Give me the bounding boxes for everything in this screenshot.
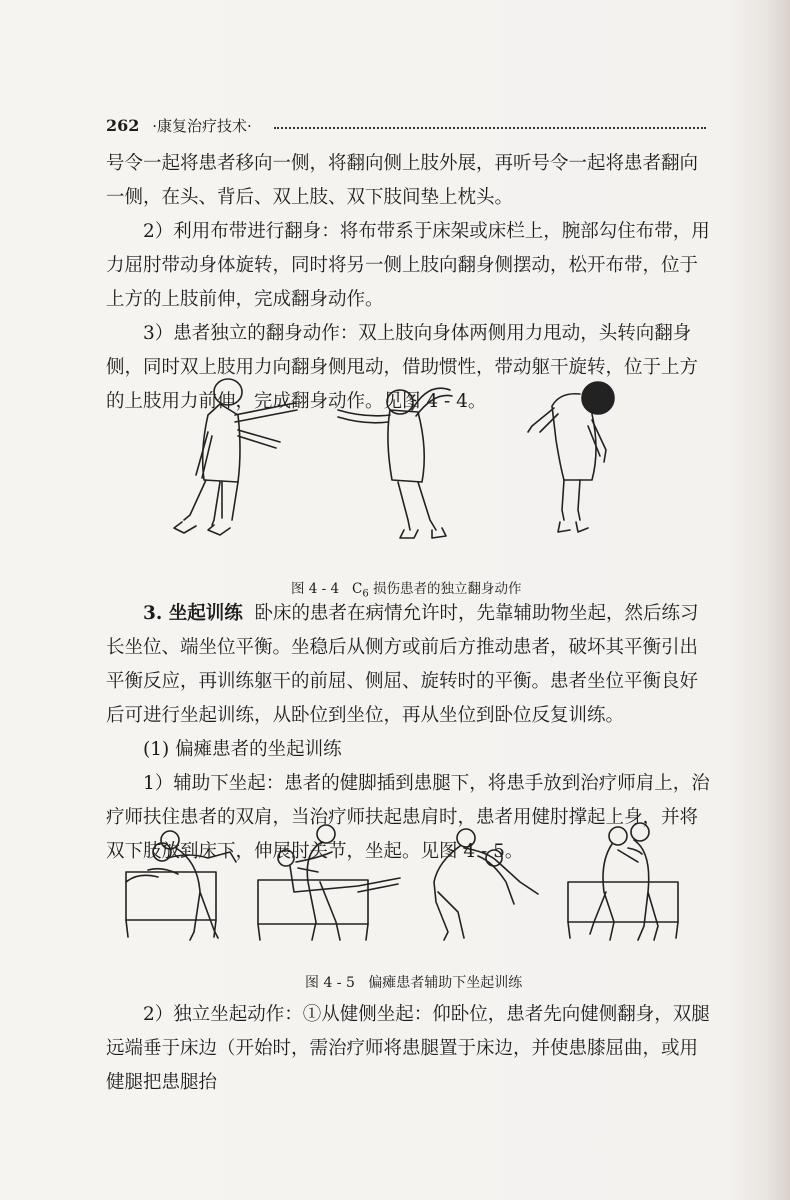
paragraph: 1）辅助下坐起：患者的健脚插到患腿下，将患手放到治疗师肩上，治疗师扶住患者的双肩，当治疗师扶起患肩时，患者用健肘撑起上身，并将双下肢放到床下，伸展肘关节，坐起。见图 4 - 5。	[106, 773, 710, 862]
section-3-text: 卧床的患者在病情允许时，先靠辅助物坐起，然后练习长坐位、端坐位平衡。坐稳后从侧方或前后方推动患者，破坏其平衡引出平衡反应，再训练躯干的前屈、侧屈、旋转时的平衡。患者坐位平衡良好后可进行坐起训练，从卧位到坐位，再从坐位到卧位反复训练。	[106, 603, 699, 726]
paragraph: 2）独立坐起动作：①从健侧坐起：仰卧位，患者先向健侧翻身，双腿远端垂于床边（开始时，需治疗师将患腿置于床边，并使患膝屈曲，或用健腿把患腿抬	[106, 1004, 710, 1093]
assist-scene-2	[258, 825, 400, 940]
rolling-figure-2	[338, 388, 452, 538]
caption-label: 图 4 - 4	[291, 581, 340, 597]
subsection-heading: (1) 偏瘫患者的坐起训练	[143, 739, 342, 760]
section-3-heading: 3. 坐起训练	[143, 603, 243, 624]
running-header	[106, 115, 706, 137]
figure-4-5-illustration	[118, 822, 718, 952]
section-3-paragraph	[106, 597, 716, 733]
caption-label: 图 4 - 5	[305, 975, 355, 991]
page-number: 262	[106, 116, 140, 135]
caption-rest: 损伤患者的独立翻身动作	[368, 581, 522, 597]
assist-scene-1	[126, 831, 236, 940]
caption-text: 偏瘫患者辅助下坐起训练	[368, 975, 523, 991]
paragraph: 3）患者独立的翻身动作：双上肢向身体两侧用力甩动，头转向翻身侧，同时双上肢用力向翻身侧甩动，借助惯性，带动躯干旋转，位于上方的上肢用力前伸，完成翻身动作。见图 4 - 4。	[106, 323, 699, 412]
caption-text: C	[352, 581, 363, 597]
assist-scene-3	[434, 829, 538, 940]
paragraph: 2）利用布带进行翻身：将布带系于床架或床栏上，腕部勾住布带，用力屈肘带动身体旋转，同时将另一侧上肢向翻身侧摆动，松开布带，位于上方的上肢前伸，完成翻身动作。	[106, 221, 710, 310]
assist-scene-4	[568, 823, 678, 940]
figure-4-5-caption	[305, 972, 522, 992]
figure-4-4-illustration	[160, 370, 630, 570]
rolling-figure-3	[528, 382, 614, 532]
book-title: ·康复治疗技术·	[152, 117, 252, 135]
paragraph: 号令一起将患者移向一侧，将翻向侧上肢外展，再听号令一起将患者翻向一侧，在头、背后、双上肢、双下肢间垫上枕头。	[106, 153, 699, 208]
header-dotted-rule	[274, 127, 706, 129]
text-block-bottom	[106, 998, 716, 1100]
caption-subscript: 6	[362, 588, 369, 600]
rolling-figure-1	[174, 379, 297, 535]
